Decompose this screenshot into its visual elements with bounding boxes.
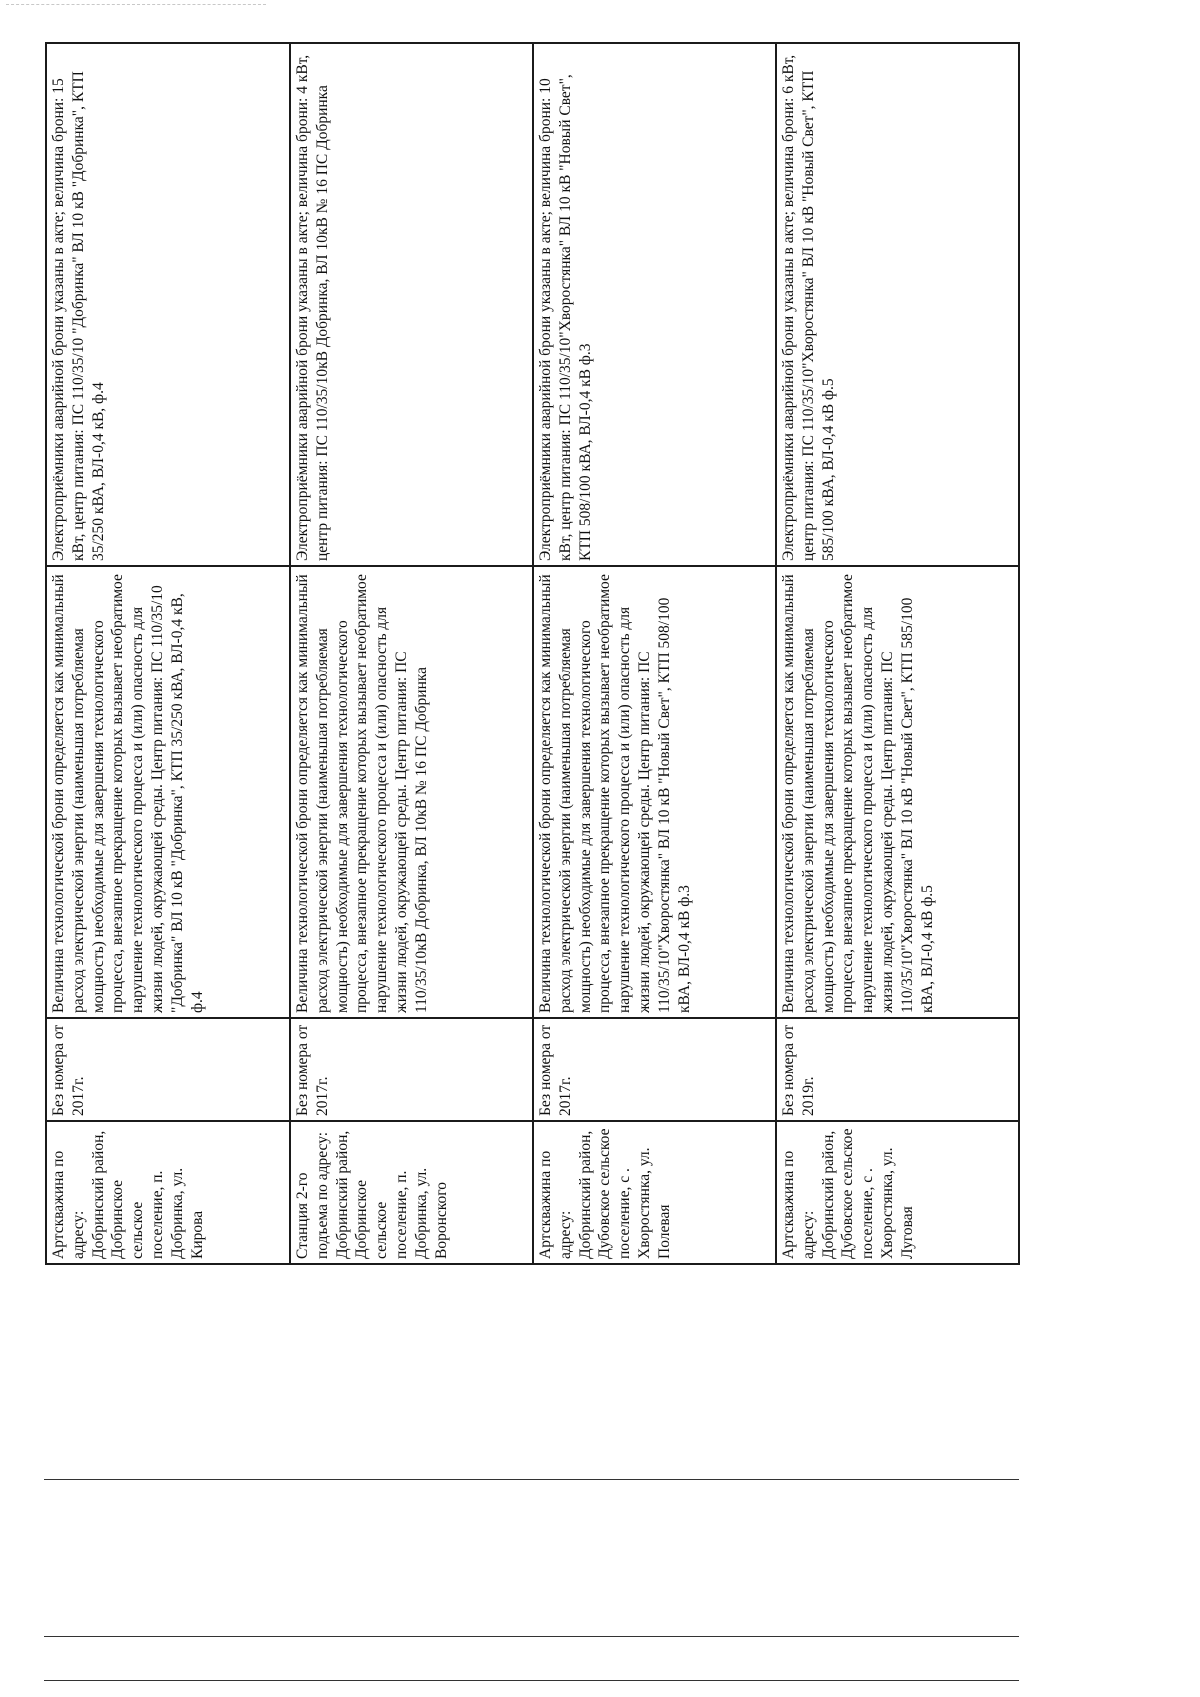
horizontal-rule — [44, 1636, 1019, 1637]
table-row — [46, 43, 290, 1264]
act-cell: Без номера от 2019г. — [776, 1018, 1019, 1121]
act-cell: Без номера от 2017г. — [533, 1018, 776, 1121]
table-row — [533, 43, 776, 1264]
rotated-table-container — [45, 44, 1018, 1265]
object-cell: Артскважина по адресу: Добринский район, Дубовское сельское поселение, с . Хворостянка, ул. Полевая — [533, 1121, 776, 1264]
act-cell: Без номера от 2017г. — [290, 1018, 533, 1121]
technological-reserve-cell: Величина технологической брони определяется как минимальный расход электрической энергии (наименьшая потребляемая мощность) необходимые для завершения технологического процесса, внезапное прекращение которых вызывает необратимое нарушение технологического процесса и (или) опасность для жизни людей, окружающей среды. Центр питания: ПС 110/35/10"Хворостянка" ВЛ 10 кВ "Новый Свет", КТП 508/100 кВА, ВЛ-0,4 кВ ф.3 — [533, 566, 776, 1018]
horizontal-rule — [44, 1680, 1019, 1681]
act-cell: Без номера от 2017г. — [46, 1018, 290, 1121]
emergency-reserve-cell: Электроприёмники аварийной брони указаны в акте; величина брони: 10 кВт, центр питания: ПС 110/35/10"Хворостянка" ВЛ 10 кВ "Новый Свет", КТП 508/100 кВА, ВЛ-0,4 кВ ф.3 — [533, 43, 776, 566]
technological-reserve-cell: Величина технологической брони определяется как минимальный расход электрической энергии (наименьшая потребляемая мощность) необходимые для завершения технологического процесса, внезапное прекращение которых вызывает необратимое нарушение технологического процесса и (или) опасность для жизни людей, окружающей среды. Центр питания: ПС 110/35/10кВ Добринка, ВЛ 10кВ № 16 ПС Добринка — [290, 566, 533, 1018]
emergency-reserve-cell: Электроприёмники аварийной брони указаны в акте; величина брони: 6 кВт, центр питания: ПС 110/35/10"Хворостянка" ВЛ 10 кВ "Новый Свет", КТП 585/100 кВА, ВЛ-0,4 кВ ф.5 — [776, 43, 1019, 566]
technological-reserve-cell: Величина технологической брони определяется как минимальный расход электрической энергии (наименьшая потребляемая мощность) необходимые для завершения технологического процесса, внезапное прекращение которых вызывает необратимое нарушение технологического процесса и (или) опасность для жизни людей, окружающей среды. Центр питания: ПС 110/35/10 "Добринка" ВЛ 10 кВ "Добринка", КТП 35/250 кВА, ВЛ-0,4 кВ, ф.4 — [46, 566, 290, 1018]
table-row — [290, 43, 533, 1264]
object-cell: Артскважина по адресу: Добринский район, Дубовское сельское поселение, с . Хворостянка, ул. Луговая — [776, 1121, 1019, 1264]
horizontal-rule — [44, 1479, 1019, 1480]
technological-reserve-cell: Величина технологической брони определяется как минимальный расход электрической энергии (наименьшая потребляемая мощность) необходимые для завершения технологического процесса, внезапное прекращение которых вызывает необратимое нарушение технологического процесса и (или) опасность для жизни людей, окружающей среды. Центр питания: ПС 110/35/10"Хворостянка" ВЛ 10 кВ "Новый Свет", КТП 585/100 кВА, ВЛ-0,4 кВ ф.5 — [776, 566, 1019, 1018]
object-cell: Станция 2-го подъема по адресу: Добринский район, Добринское сельское поселение, п. Добринка, ул. Воронского — [290, 1121, 533, 1264]
emergency-reserve-cell: Электроприёмники аварийной брони указаны в акте; величина брони: 4 кВт, центр питания: ПС 110/35/10кВ Добринка, ВЛ 10кВ № 16 ПС Добринка — [290, 43, 533, 566]
scan-edge-marks — [6, 4, 266, 9]
table-row — [776, 43, 1019, 1264]
emergency-reserve-table — [45, 42, 1020, 1265]
emergency-reserve-cell: Электроприёмники аварийной брони указаны в акте; величина брони: 15 кВт, центр питания: ПС 110/35/10 "Добринка" ВЛ 10 кВ "Добринка", КТП 35/250 кВА, ВЛ-0,4 кВ, ф.4 — [46, 43, 290, 566]
object-cell: Артскважина по адресу: Добринский район, Добринское сельское поселение, п. Добринка, ул. Кирова — [46, 1121, 290, 1264]
